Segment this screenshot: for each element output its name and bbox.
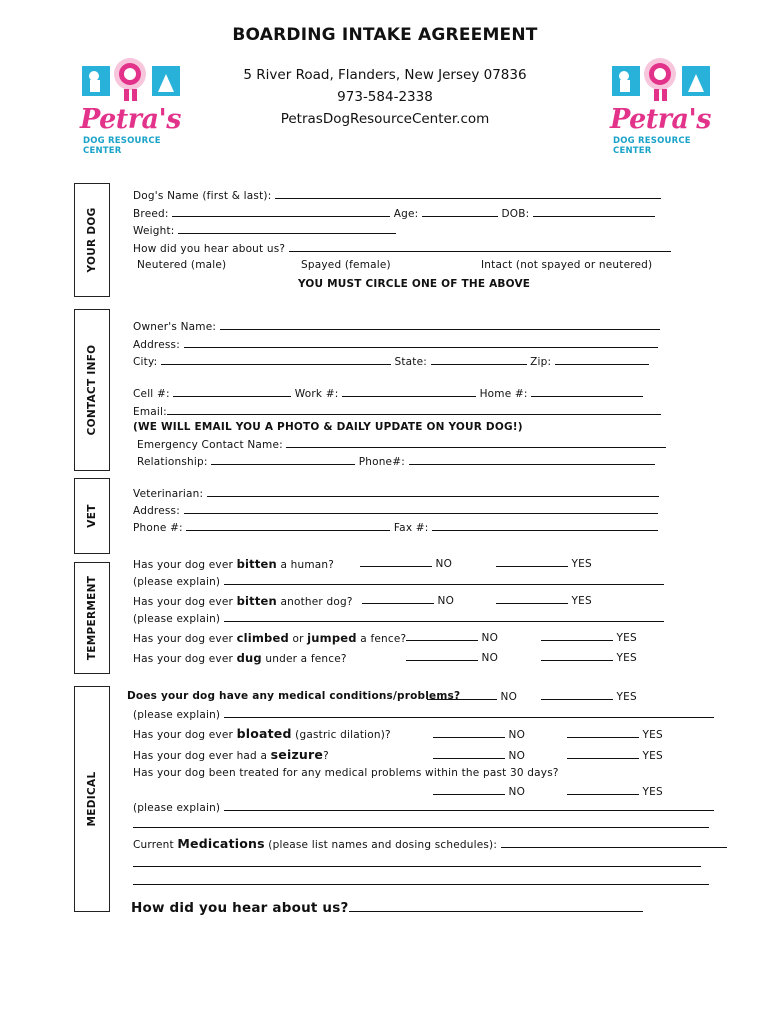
intact-option[interactable]: Intact (not spayed or neutered) bbox=[481, 259, 653, 271]
q-text: under a fence? bbox=[261, 653, 347, 665]
no-label: NO bbox=[481, 652, 499, 664]
explain-label: (please explain) bbox=[133, 576, 221, 588]
bitten-human-question bbox=[133, 557, 334, 571]
age-label: Age: bbox=[393, 208, 419, 220]
dog-hear-field[interactable] bbox=[289, 242, 671, 252]
vet-phone-field[interactable] bbox=[186, 521, 390, 531]
age-field[interactable] bbox=[422, 207, 498, 217]
q-text: Has your dog ever had a bbox=[133, 750, 271, 762]
state-field[interactable] bbox=[431, 355, 527, 365]
q-emphasis: climbed bbox=[236, 631, 289, 645]
vet-address-field[interactable] bbox=[184, 504, 658, 514]
q-text: Has your dog ever bbox=[133, 633, 237, 645]
city-row bbox=[133, 355, 649, 368]
q-text: Has your dog ever bbox=[133, 729, 237, 741]
dog-hear-label: How did you hear about us? bbox=[133, 243, 286, 255]
q-emphasis: jumped bbox=[307, 631, 357, 645]
vet-address-label: Address: bbox=[133, 505, 180, 517]
explain-row-2 bbox=[133, 612, 664, 625]
q-emphasis: bitten bbox=[236, 557, 277, 571]
zip-field[interactable] bbox=[555, 355, 649, 365]
no-label: NO bbox=[437, 595, 455, 607]
logo-right bbox=[610, 52, 725, 156]
blank[interactable] bbox=[496, 594, 568, 604]
q-text: a fence? bbox=[356, 633, 407, 645]
owner-field[interactable] bbox=[220, 320, 660, 330]
dog-name-label: Dog's Name (first & last): bbox=[133, 190, 272, 202]
owner-row bbox=[133, 320, 660, 333]
weight-field[interactable] bbox=[178, 224, 396, 234]
no-label: NO bbox=[508, 729, 526, 741]
q-text: another dog? bbox=[276, 596, 353, 608]
dog-name-field[interactable] bbox=[275, 189, 661, 199]
address-field[interactable] bbox=[184, 338, 658, 348]
bloated-question bbox=[133, 726, 391, 741]
q-text: or bbox=[288, 633, 308, 645]
blank[interactable] bbox=[360, 557, 432, 567]
explain-field[interactable] bbox=[224, 801, 714, 811]
weight-row bbox=[133, 224, 396, 237]
medical-conditions-question: Does your dog have any medical conditions/problems? bbox=[127, 690, 461, 702]
medications-field[interactable] bbox=[133, 857, 701, 867]
yes-label: YES bbox=[642, 729, 663, 741]
q-emphasis: Medications bbox=[177, 836, 265, 851]
blank[interactable] bbox=[541, 631, 613, 641]
q-text: (gastric dilation)? bbox=[291, 729, 391, 741]
bitten-dog-no[interactable] bbox=[362, 594, 454, 607]
emergency-label: Emergency Contact Name: bbox=[137, 439, 283, 451]
treated-no[interactable] bbox=[433, 785, 525, 798]
section-medical bbox=[74, 686, 110, 912]
email-note: (WE WILL EMAIL YOU A PHOTO & DAILY UPDATE ON YOUR DOG!) bbox=[133, 421, 523, 433]
bloated-yes[interactable] bbox=[567, 728, 663, 741]
explain-field[interactable] bbox=[224, 708, 714, 718]
seizure-no[interactable] bbox=[433, 749, 525, 762]
yes-label: YES bbox=[616, 691, 637, 703]
climbed-no[interactable] bbox=[406, 631, 498, 644]
climbed-question bbox=[133, 631, 406, 645]
emergency-phone-label: Phone#: bbox=[358, 456, 405, 468]
medical-conditions-yes[interactable] bbox=[541, 690, 637, 703]
phones-row bbox=[133, 387, 643, 400]
section-label: YOUR DOG bbox=[86, 207, 98, 273]
vet-phone-row bbox=[133, 521, 658, 534]
climbed-yes[interactable] bbox=[541, 631, 637, 644]
work-label: Work #: bbox=[294, 388, 339, 400]
logo-left bbox=[80, 52, 195, 156]
circle-note: YOU MUST CIRCLE ONE OF THE ABOVE bbox=[298, 278, 531, 290]
no-label: NO bbox=[481, 632, 499, 644]
q-text: Current bbox=[133, 839, 178, 851]
vet-address-row bbox=[133, 504, 658, 517]
bloated-no[interactable] bbox=[433, 728, 525, 741]
bitten-human-no[interactable] bbox=[360, 557, 452, 570]
explain-label: (please explain) bbox=[133, 709, 221, 721]
cell-field[interactable] bbox=[173, 387, 291, 397]
yes-label: YES bbox=[616, 652, 637, 664]
blank[interactable] bbox=[541, 690, 613, 700]
address-line: 5 River Road, Flanders, New Jersey 07836 bbox=[243, 67, 527, 83]
footer-hear-label: How did you hear about us? bbox=[131, 900, 349, 916]
spayed-option[interactable]: Spayed (female) bbox=[301, 259, 391, 271]
address-row bbox=[133, 338, 658, 351]
medications-field[interactable] bbox=[501, 838, 727, 848]
veterinarian-label: Veterinarian: bbox=[133, 488, 204, 500]
yes-label: YES bbox=[571, 558, 592, 570]
bitten-human-yes[interactable] bbox=[496, 557, 592, 570]
emergency-row bbox=[137, 438, 666, 451]
section-vet bbox=[74, 478, 110, 554]
yes-label: YES bbox=[642, 786, 663, 798]
neutered-option[interactable]: Neutered (male) bbox=[137, 259, 227, 271]
email-row bbox=[133, 405, 661, 418]
address-label: Address: bbox=[133, 339, 180, 351]
vet-fax-label: Fax #: bbox=[393, 522, 429, 534]
dog-name-row bbox=[133, 189, 661, 202]
dog-hear-row bbox=[133, 242, 671, 255]
section-label: MEDICAL bbox=[86, 771, 98, 827]
phone-line: 973-584-2338 bbox=[337, 89, 433, 105]
treated-yes[interactable] bbox=[567, 785, 663, 798]
medical-explain-row-3 bbox=[133, 818, 709, 831]
dug-question bbox=[133, 651, 347, 665]
footer-hear-field[interactable] bbox=[349, 907, 643, 912]
section-temperment bbox=[74, 562, 110, 674]
explain-row-1 bbox=[133, 575, 664, 588]
form-title: BOARDING INTAKE AGREEMENT bbox=[232, 25, 538, 45]
no-label: NO bbox=[508, 786, 526, 798]
work-field[interactable] bbox=[342, 387, 476, 397]
q-text: Has your dog ever bbox=[133, 653, 237, 665]
home-label: Home #: bbox=[479, 388, 528, 400]
section-label: CONTACT INFO bbox=[86, 344, 98, 436]
blank[interactable] bbox=[496, 557, 568, 567]
medications-row bbox=[133, 836, 727, 851]
explain-field[interactable] bbox=[224, 612, 664, 622]
no-label: NO bbox=[500, 691, 518, 703]
veterinarian-row bbox=[133, 487, 659, 500]
email-label: Email: bbox=[133, 406, 167, 418]
state-label: State: bbox=[394, 356, 427, 368]
emergency-field[interactable] bbox=[286, 438, 666, 448]
relationship-label: Relationship: bbox=[137, 456, 208, 468]
logo-brand-text: Petra's bbox=[80, 104, 181, 135]
q-emphasis: bitten bbox=[236, 594, 277, 608]
breed-field[interactable] bbox=[172, 207, 390, 217]
breed-label: Breed: bbox=[133, 208, 169, 220]
email-field[interactable] bbox=[167, 405, 661, 415]
q-text: Has your dog ever bbox=[133, 559, 237, 571]
blank[interactable] bbox=[541, 651, 613, 661]
q-text: (please list names and dosing schedules): bbox=[264, 839, 498, 851]
veterinarian-field[interactable] bbox=[207, 487, 659, 497]
explain-field[interactable] bbox=[133, 818, 709, 828]
blank[interactable] bbox=[406, 651, 478, 661]
medications-row-2 bbox=[133, 857, 701, 870]
dug-yes[interactable] bbox=[541, 651, 637, 664]
cell-label: Cell #: bbox=[133, 388, 170, 400]
q-text: a human? bbox=[276, 559, 335, 571]
vet-fax-field[interactable] bbox=[432, 521, 658, 531]
bitten-dog-question bbox=[133, 594, 353, 608]
explain-field[interactable] bbox=[224, 575, 664, 585]
blank[interactable] bbox=[567, 728, 639, 738]
treated-question: Has your dog been treated for any medical problems within the past 30 days? bbox=[133, 767, 559, 779]
medications-field[interactable] bbox=[133, 875, 709, 885]
no-label: NO bbox=[508, 750, 526, 762]
section-contact-info bbox=[74, 309, 110, 471]
owner-label: Owner's Name: bbox=[133, 321, 217, 333]
logo-graphic-icon bbox=[610, 52, 725, 107]
blank[interactable] bbox=[433, 785, 505, 795]
home-field[interactable] bbox=[531, 387, 643, 397]
logo-sub-text: DOG RESOURCE CENTER bbox=[83, 136, 161, 156]
blank[interactable] bbox=[567, 749, 639, 759]
seizure-question bbox=[133, 747, 329, 762]
q-emphasis: seizure bbox=[270, 747, 324, 762]
blank[interactable] bbox=[567, 785, 639, 795]
explain-label: (please explain) bbox=[133, 802, 221, 814]
zip-label: Zip: bbox=[530, 356, 552, 368]
explain-label: (please explain) bbox=[133, 613, 221, 625]
yes-label: YES bbox=[616, 632, 637, 644]
section-label: TEMPERMENT bbox=[86, 575, 98, 661]
blank[interactable] bbox=[433, 728, 505, 738]
website-line: PetrasDogResourceCenter.com bbox=[280, 111, 490, 127]
no-label: NO bbox=[435, 558, 453, 570]
blank[interactable] bbox=[362, 594, 434, 604]
dob-label: DOB: bbox=[501, 208, 530, 220]
vet-phone-label: Phone #: bbox=[133, 522, 183, 534]
medical-explain-row-1 bbox=[133, 708, 714, 721]
dug-no[interactable] bbox=[406, 651, 498, 664]
blank[interactable] bbox=[406, 631, 478, 641]
q-text: ? bbox=[323, 750, 329, 762]
dob-field[interactable] bbox=[533, 207, 655, 217]
blank[interactable] bbox=[433, 749, 505, 759]
city-label: City: bbox=[133, 356, 158, 368]
logo-brand-text: Petra's bbox=[610, 104, 711, 135]
q-text: Has your dog ever bbox=[133, 596, 237, 608]
yes-label: YES bbox=[571, 595, 592, 607]
section-your-dog bbox=[74, 183, 110, 297]
weight-label: Weight: bbox=[133, 225, 175, 237]
emergency-phone-field[interactable] bbox=[409, 455, 655, 465]
relationship-row bbox=[137, 455, 655, 468]
bitten-dog-yes[interactable] bbox=[496, 594, 592, 607]
relationship-field[interactable] bbox=[211, 455, 355, 465]
q-emphasis: dug bbox=[236, 651, 262, 665]
medical-conditions-no[interactable] bbox=[427, 690, 517, 703]
logo-graphic-icon bbox=[80, 52, 195, 107]
q-emphasis: bloated bbox=[236, 726, 292, 741]
medical-explain-row-2 bbox=[133, 801, 714, 814]
logo-sub-text: DOG RESOURCE CENTER bbox=[613, 136, 691, 156]
city-field[interactable] bbox=[161, 355, 391, 365]
seizure-yes[interactable] bbox=[567, 749, 663, 762]
yes-label: YES bbox=[642, 750, 663, 762]
medications-row-3 bbox=[133, 875, 709, 888]
footer-hear-row bbox=[131, 900, 643, 916]
section-label: VET bbox=[86, 504, 98, 528]
blank[interactable] bbox=[427, 690, 497, 700]
breed-row bbox=[133, 207, 655, 220]
